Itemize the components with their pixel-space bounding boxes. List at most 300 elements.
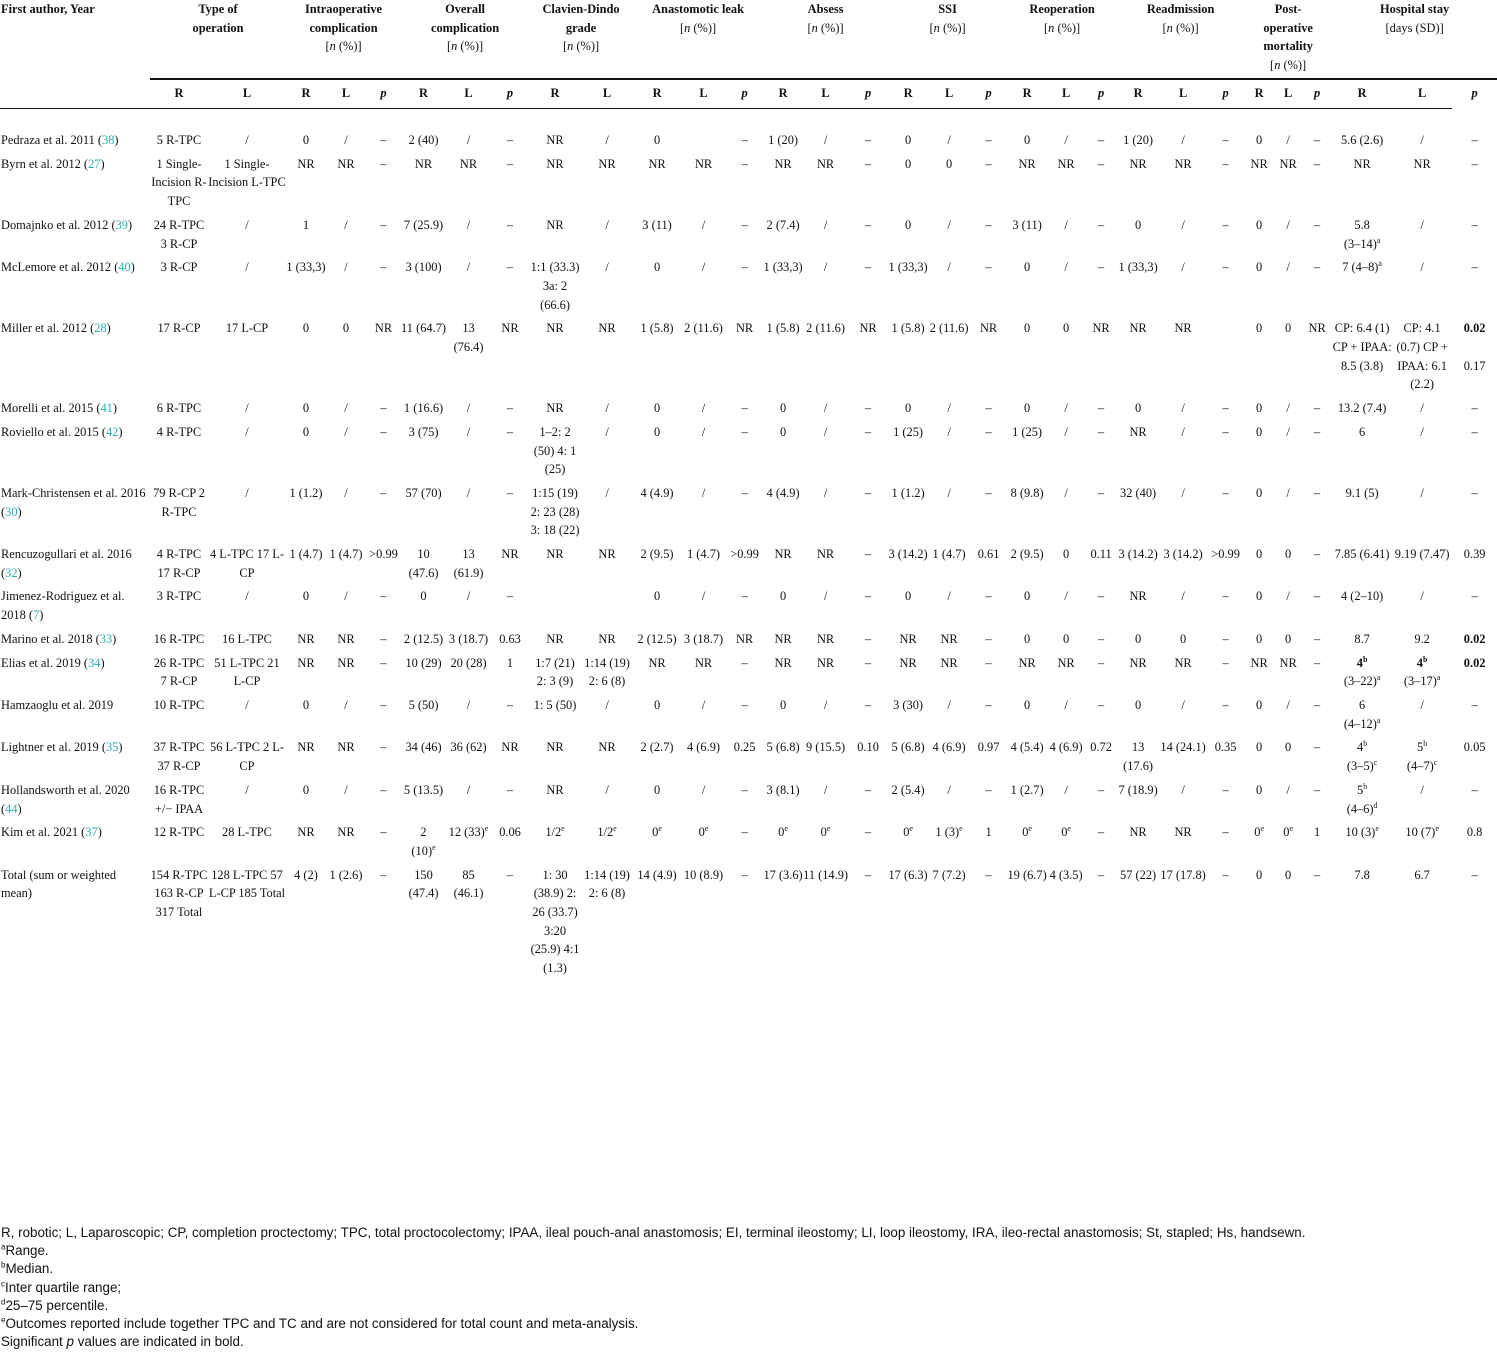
header-anastomotic-leak: Anastomotic leak [n (%)] — [633, 0, 763, 80]
reference-link[interactable]: 42 — [105, 424, 119, 439]
table-cell: / — [605, 133, 609, 147]
table-cell: / — [1181, 217, 1185, 232]
table-cell: – — [1314, 485, 1321, 500]
table-cell: / — [1286, 424, 1290, 439]
table-cell: NR — [648, 655, 666, 670]
table-cell: / — [245, 133, 249, 147]
table-cell: 0 — [904, 133, 912, 147]
table-cell: – — [741, 156, 748, 171]
table-cell: NR — [774, 156, 792, 171]
table-cell: – — [1097, 485, 1105, 500]
table-footnotes — [1, 1224, 1475, 1351]
subheader-l: L — [821, 86, 830, 100]
table-cell: 0 — [1285, 321, 1292, 336]
table-cell: 2 (9.5) — [640, 547, 674, 562]
table-cell: / — [1181, 589, 1185, 604]
row-author: Marino et al. 2018 (33) — [1, 631, 117, 646]
table-cell: 11 (14.9) — [803, 867, 849, 882]
reference-link[interactable]: 34 — [88, 655, 101, 670]
table-cell: 4$^b$ $(3-5)^c$ — [1346, 739, 1378, 774]
table-cell: – — [380, 697, 387, 712]
table-cell: 1 — [506, 655, 514, 670]
table-cell: – — [1314, 740, 1321, 755]
table-cell: – — [380, 156, 387, 171]
table-cell: – — [1314, 217, 1321, 232]
table-cell: – — [506, 133, 514, 147]
table-cell: NR — [1129, 424, 1147, 439]
table-cell: – — [506, 697, 514, 712]
table-cell: / — [1420, 217, 1424, 232]
table-cell: / — [245, 485, 249, 500]
table-cell: 5 R-TPC — [156, 133, 202, 147]
table-cell: NR — [598, 156, 616, 171]
table-cell: NR — [546, 156, 564, 171]
table-cell: / — [466, 424, 471, 439]
table-row — [0, 545, 1497, 587]
table-cell: 0e — [1061, 824, 1071, 840]
table-cell: 0.72 — [1090, 740, 1112, 755]
table-cell: NR — [337, 655, 355, 670]
table-cell: / — [1181, 697, 1185, 712]
table-cell: / — [701, 485, 706, 500]
table-cell: NR — [598, 321, 616, 336]
table-cell: – — [506, 260, 514, 275]
table-cell: 0 — [1256, 631, 1263, 646]
table-cell: NR — [899, 655, 917, 670]
table-cell: NR — [546, 631, 564, 646]
table-cell: 2 (9.5) — [1010, 547, 1044, 562]
table-cell: NR — [501, 321, 519, 336]
table-cell: – — [1097, 401, 1105, 416]
table-cell: – — [1222, 217, 1229, 232]
table-cell: – — [1097, 156, 1105, 171]
subheader-blank — [0, 80, 150, 108]
table-cell: 32 (40) — [1120, 485, 1157, 500]
table-cell: 7.8 — [1354, 867, 1370, 882]
table-cell: – — [1222, 401, 1229, 416]
table-cell: / — [701, 589, 706, 604]
table-cell: 85 (46.1) — [453, 867, 484, 901]
table-cell: 0 — [1256, 260, 1263, 275]
table-cell: / — [344, 260, 348, 275]
footnote: $^a$Range. — [1, 1242, 49, 1259]
table-cell: 0 — [1062, 547, 1070, 562]
table-cell: NR — [598, 740, 616, 755]
table-cell: – — [1471, 217, 1478, 232]
table-cell: – — [1097, 867, 1105, 882]
table-cell: 2 (11.6) — [806, 321, 845, 336]
table-cell: NR — [816, 547, 835, 562]
table-cell: 0 — [302, 589, 310, 604]
table-cell: 0 — [653, 401, 661, 416]
header-hospital-stay: Hospital stay [days (SD)] — [1332, 0, 1497, 80]
header-postoperative-mortality: Post- operative mortality [n (%)] — [1244, 0, 1332, 80]
table-cell: 3 (18.7) — [448, 631, 489, 646]
subheader-l: L — [1417, 86, 1427, 100]
table-cell: – — [864, 547, 872, 562]
table-cell: 0 — [1285, 867, 1292, 882]
table-cell: – — [380, 260, 387, 275]
row-author: Jimenez-Rodriguez et al. 2018 (7) — [1, 589, 125, 623]
table-cell: 1 (4.7) — [289, 547, 323, 562]
table-cell: / — [1064, 485, 1068, 500]
table-cell: – — [864, 401, 872, 416]
table-cell: 5.6 (2.6) — [1340, 133, 1384, 147]
table-cell: – — [380, 424, 387, 439]
row-author: Kim et al. 2021 (37) — [1, 825, 102, 840]
table-cell: 0 — [1179, 631, 1187, 646]
reference-link[interactable]: 41 — [100, 401, 113, 416]
table-cell: / — [245, 697, 249, 712]
table-cell: / — [466, 485, 471, 500]
table-cell: CP: 4.1 (0.7) CP + IPAA: 6.1 (2.2) — [1396, 321, 1448, 392]
table-cell: 0e — [1022, 824, 1032, 840]
table-cell: – — [1314, 867, 1321, 882]
table-cell: – — [985, 424, 992, 439]
table-cell: 0.63 — [499, 631, 521, 646]
table-cell: NR — [297, 631, 315, 646]
footnote: $^c$Inter quartile range; — [1, 1279, 122, 1295]
subheader-r: R — [1022, 86, 1032, 100]
subheader-l: L — [602, 86, 612, 100]
table-cell: – — [1471, 424, 1478, 439]
table-cell: NR — [546, 401, 564, 416]
table-cell: 1 Single-Incision L-TPC — [208, 156, 286, 190]
table-cell: 0.8 — [1466, 825, 1483, 840]
table-cell: – — [1222, 589, 1229, 604]
table-cell: – — [1222, 825, 1229, 840]
table-cell: – — [1222, 133, 1229, 147]
table-cell: NR — [546, 133, 564, 147]
table-cell: 0 — [653, 424, 661, 439]
table-cell: 10 (47.6) — [408, 547, 439, 580]
reference-link[interactable]: 39 — [115, 217, 128, 232]
subheader-p: p — [1222, 86, 1229, 100]
table-cell: 9.2 — [1414, 631, 1430, 646]
table-cell: 51 L-TPC 21 L-CP — [214, 655, 280, 689]
footnote: $^e$Outcomes reported include together TPC and TC and are not considered for total count and meta-analysis. — [1, 1315, 639, 1332]
table-cell: NR — [979, 321, 998, 336]
table-cell: 14 (4.9) — [637, 867, 677, 882]
table-cell: 56 L-TPC 2 L-CP — [210, 740, 284, 774]
row-author: Byrn et al. 2012 (27) — [1, 156, 105, 171]
table-cell: 0 — [1023, 133, 1031, 147]
table-cell: – — [380, 485, 387, 500]
table-cell: / — [605, 401, 609, 416]
table-cell: 0 — [653, 589, 661, 604]
table-cell: / — [1181, 260, 1185, 275]
table-cell: 1 (4.7) — [932, 547, 966, 562]
table-cell: / — [1420, 133, 1424, 147]
table-cell: NR — [1129, 589, 1147, 604]
table-cell: 16 R-TPC — [153, 631, 205, 646]
table-cell: 17 R-CP — [157, 321, 201, 336]
table-cell: 4 (5.4) — [1010, 740, 1044, 755]
table-cell: 2 (40) — [408, 133, 439, 147]
table-cell: – — [741, 867, 748, 882]
table-cell: / — [344, 133, 348, 147]
subheader-r: R — [903, 86, 913, 100]
table-cell: 1 — [302, 217, 310, 232]
table-cell: / — [1181, 424, 1185, 439]
table-cell: – — [741, 401, 748, 416]
table-cell: / — [823, 697, 828, 712]
table-cell: 0 — [1134, 697, 1142, 712]
table-cell: 10 (8.9) — [683, 867, 724, 882]
table-cell: 0 — [1256, 321, 1263, 336]
subheader-r: R — [419, 86, 428, 100]
reference-link[interactable]: 28 — [94, 321, 107, 336]
table-cell: / — [466, 217, 471, 232]
table-cell: 5 (50) — [408, 697, 439, 712]
table-cell: / — [823, 133, 828, 147]
table-cell: 1 (2.6) — [329, 867, 363, 882]
table-cell: 34 (46) — [405, 740, 442, 755]
table-cell: 2 (11.6) — [929, 321, 969, 336]
table-cell: – — [741, 697, 748, 712]
table-cell: NR — [774, 547, 792, 562]
subheader-l: L — [1283, 86, 1293, 100]
reference-link[interactable]: 32 — [5, 565, 18, 580]
table-cell: NR — [1018, 156, 1036, 171]
table-cell: 4 (6.9) — [932, 740, 966, 755]
table-cell: 24 R-TPC 3 R-CP — [153, 217, 205, 251]
table-cell: – — [1314, 401, 1321, 416]
subheader-r: R — [301, 86, 311, 100]
table-cell: – — [864, 217, 872, 232]
table-cell: 0 — [1285, 631, 1292, 646]
table-cell: 0 — [302, 424, 310, 439]
table-cell: / — [344, 782, 348, 797]
table-cell: / — [947, 217, 951, 232]
table-cell: 1: 30 (38.9) 2: 26 (33.7) 3:20 (25.9) 4:1 (1.3) — [530, 867, 580, 976]
table-cell: NR — [546, 321, 564, 336]
table-cell: / — [1420, 401, 1424, 416]
subheader-p: p — [1471, 86, 1478, 100]
row-author: Rencuzogullari et al. 2016 (32) — [1, 547, 132, 580]
table-cell: 4 (2–10) — [1340, 589, 1384, 604]
table-cell: / — [1286, 697, 1290, 712]
table-cell: 4 R-TPC 17 R-CP — [156, 547, 202, 580]
table-cell: / — [947, 133, 951, 147]
table-cell: 13 (17.6) — [1123, 740, 1154, 774]
table-cell: NR — [1018, 655, 1036, 670]
table-cell: / — [245, 401, 249, 416]
table-cell: 7.85 (6.41) — [1334, 547, 1390, 562]
table-cell: 0 — [1023, 589, 1031, 604]
table-cell: / — [701, 697, 706, 712]
table-cell: NR — [816, 156, 835, 171]
table-cell: / — [466, 260, 471, 275]
reference-link[interactable]: 35 — [105, 740, 119, 755]
reference-link[interactable]: 30 — [5, 504, 18, 519]
row-author: Domajnko et al. 2012 (39) — [1, 217, 133, 232]
table-cell: – — [1222, 631, 1229, 646]
table-cell: NR — [598, 631, 616, 646]
table-cell: – — [1314, 424, 1321, 439]
table-cell: – — [1471, 589, 1478, 604]
reference-link[interactable]: 37 — [85, 825, 98, 840]
table-cell: 0e — [778, 824, 788, 840]
table-cell: – — [1471, 485, 1478, 500]
table-cell: 3 (11) — [1012, 217, 1042, 232]
table-cell: 1 (16.6) — [403, 401, 444, 416]
table-cell: 9.19 (7.47) — [1394, 547, 1450, 562]
table-cell: / — [1286, 260, 1290, 275]
table-cell: 128 L-TPC 57 L-CP 185 Total — [208, 867, 286, 901]
table-cell: NR — [1092, 321, 1110, 336]
table-cell: / — [1286, 782, 1290, 797]
footnote: R, robotic; L, Laparoscopic; CP, completion proctectomy; TPC, total proctocolectomy; IPAA, ileal pouch-anal anastomosis; EI, terminal ileostomy; LI, loop ileostomy, IRA, ileo-rectal anastomosis; St, stapled; Hs, handsewn. — [1, 1225, 1306, 1240]
table-row — [0, 587, 1497, 629]
table-cell: 12 R-TPC — [153, 825, 205, 840]
table-cell: / — [947, 782, 951, 797]
row-author: Hamzaoglu et al. 2019 — [1, 697, 114, 712]
table-cell: NR — [1057, 655, 1075, 670]
table-cell: 13.2 (7.4) — [1337, 401, 1387, 416]
table-cell: – — [1097, 260, 1105, 275]
table-row — [0, 866, 1497, 983]
table-cell: 3 R-TPC — [156, 589, 202, 604]
table-cell: – — [741, 217, 748, 232]
table-cell: NR — [735, 321, 754, 336]
table-cell: 20 (28) — [450, 655, 487, 670]
reference-link[interactable]: 33 — [99, 631, 113, 646]
table-cell: / — [1064, 424, 1068, 439]
table-cell: NR — [816, 655, 835, 670]
table-cell: 0e — [820, 824, 831, 840]
table-cell: NR — [1174, 156, 1192, 171]
header-ssi: SSI [n (%)] — [888, 0, 1007, 80]
table-cell: 3 (75) — [408, 424, 439, 439]
table-cell: 3 (8.1) — [766, 782, 800, 797]
footnote: $^b$Median. — [1, 1260, 54, 1277]
table-cell: 1 — [985, 825, 992, 840]
table-cell: – — [1222, 260, 1229, 275]
table-cell: 0.97 — [977, 740, 1000, 755]
table-cell: NR — [648, 156, 666, 171]
table-cell: / — [605, 424, 609, 439]
table-cell: 0 — [1023, 321, 1031, 336]
table-cell: NR — [694, 156, 713, 171]
table-row — [0, 781, 1497, 823]
table-cell: – — [1097, 217, 1105, 232]
table-cell: NR — [546, 740, 564, 755]
table-cell: 5.8 $(3-14)^a$ — [1343, 217, 1381, 251]
subheader-l: L — [464, 86, 473, 100]
table-cell: 2 (5.4) — [891, 782, 925, 797]
table-cell: 0.25 — [733, 740, 756, 755]
table-cell: / — [1064, 401, 1068, 416]
table-cell: – — [1222, 156, 1229, 171]
table-cell: CP: 6.4 (1) CP + IPAA: 8.5 (3.8) — [1332, 321, 1392, 373]
table-cell: 4 R-TPC — [156, 424, 202, 439]
table-cell: 1:7 (21) 2: 3 (9) — [535, 655, 575, 689]
table-cell: >0.99 — [730, 547, 759, 562]
table-cell: – — [864, 156, 872, 171]
table-cell: 0e — [652, 824, 662, 840]
table-cell: 1 (25) — [893, 424, 924, 439]
table-cell: 0.11 — [1090, 547, 1112, 562]
table-cell: 1:14 (19) 2: 6 (8) — [584, 867, 630, 901]
table-cell: 150 (47.4) — [408, 867, 439, 901]
table-cell: 0 — [1256, 485, 1263, 500]
table-cell: 0.10 — [857, 740, 879, 755]
table-row — [0, 319, 1497, 399]
table-cell: / — [1420, 485, 1424, 500]
table-cell: 1 (33,3) — [888, 260, 928, 275]
table-cell: / — [947, 424, 951, 439]
table-cell — [529, 587, 581, 629]
table-cell: 8.7 — [1354, 631, 1370, 646]
table-cell: 1 (5.8) — [766, 321, 800, 336]
reference-link[interactable]: 27 — [88, 156, 101, 171]
subheader-p: p — [1097, 86, 1105, 100]
table-cell: 2 (2.7) — [640, 740, 674, 755]
table-cell: 5$^b$ $(4-6)^d$ — [1346, 781, 1378, 816]
table-cell: 26 R-TPC 7 R-CP — [153, 655, 205, 689]
table-cell: 0 — [302, 401, 310, 416]
table-cell: 5 (6.8) — [766, 740, 800, 755]
table-cell: 0 — [653, 782, 661, 797]
table-cell: – — [380, 655, 387, 670]
table-cell: 19 (6.7) — [1007, 867, 1047, 882]
table-cell: NR — [297, 825, 315, 840]
table-cell: – — [864, 631, 872, 646]
table-row — [0, 654, 1497, 696]
table-cell: – — [1314, 156, 1321, 171]
row-author: Roviello et al. 2015 (42) — [1, 424, 123, 439]
table-cell: 0.35 — [1214, 740, 1237, 755]
reference-link[interactable]: 38 — [102, 133, 115, 147]
table-cell: 7 (25.9) — [403, 217, 444, 232]
table-cell: 3 (14.2) — [1118, 547, 1158, 562]
header-overall-complication: Overall complication [n (%)] — [401, 0, 529, 80]
reference-link[interactable]: 40 — [118, 260, 131, 275]
table-cell: – — [1222, 485, 1229, 500]
header-absess: Absess [n (%)] — [763, 0, 888, 80]
subheader-p: p — [741, 86, 748, 100]
reference-link[interactable]: 7 — [33, 608, 40, 623]
table-cell: – — [741, 133, 748, 147]
table-cell: 17 (3.6) — [763, 867, 803, 882]
reference-link[interactable]: 44 — [5, 801, 18, 816]
table-cell: / — [823, 260, 828, 275]
table-cell: NR — [1279, 156, 1297, 171]
table-cell: – — [1314, 589, 1321, 604]
table-cell: – — [985, 485, 992, 500]
table-cell: 2 (7.4) — [766, 217, 800, 232]
table-cell: 9.1 (5) — [1345, 485, 1379, 500]
table-cell: – — [1314, 697, 1321, 712]
table-cell — [581, 587, 633, 629]
table-cell: >0.99 — [369, 547, 398, 562]
table-cell: 5 (6.8) — [891, 740, 925, 755]
table-cell: / — [245, 260, 249, 275]
table-cell: 0 — [779, 424, 787, 439]
table-cell: / — [1181, 485, 1185, 500]
table-cell: 7 (7.2) — [932, 867, 966, 882]
table-cell: – — [380, 867, 387, 882]
table-cell: NR — [546, 547, 564, 562]
table-cell: 9 (15.5) — [805, 740, 846, 755]
subheader-l: L — [1061, 86, 1071, 100]
table-cell: – — [985, 782, 992, 797]
header-clavien-dindo-grade: Clavien-Dindo grade [n (%)] — [529, 0, 633, 80]
subheader-l: L — [699, 86, 708, 100]
subheader-p: p — [380, 86, 387, 100]
row-author: Miller et al. 2012 (28) — [1, 321, 111, 336]
